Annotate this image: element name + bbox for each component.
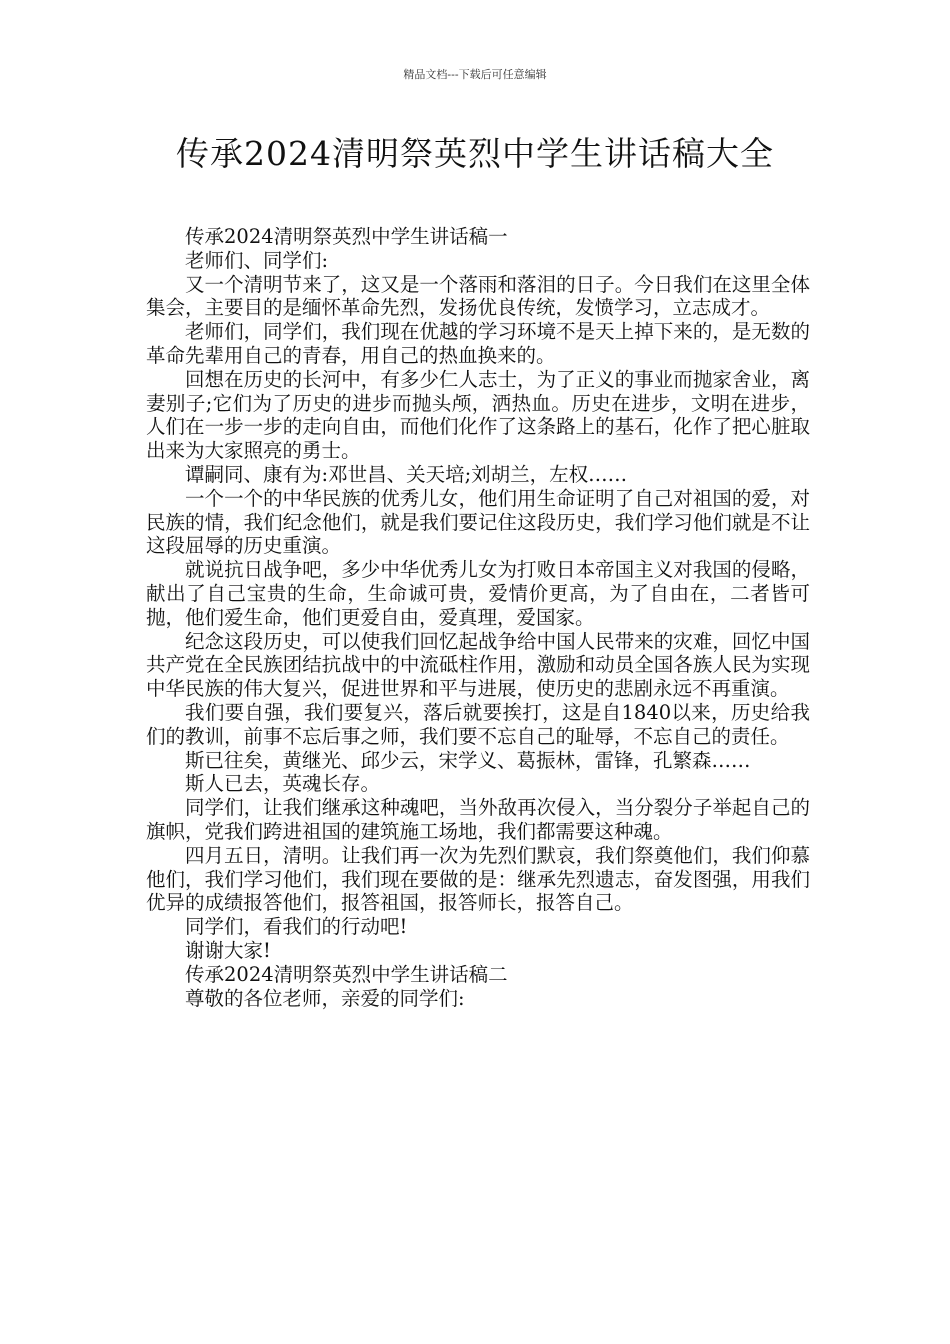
paragraph: 老师们，同学们，我们现在优越的学习环境不是天上掉下来的，是无数的革命先辈用自己的青春，用自己的热血换来的。 — [146, 320, 810, 367]
paragraph: 斯人已去，英魂长存。 — [185, 772, 381, 796]
document-title: 传承2024清明祭英烈中学生讲话稿大全 — [176, 134, 774, 173]
paragraph: 谢谢大家! — [185, 938, 271, 962]
page-header: 精品文档---下载后可任意编辑 — [403, 68, 547, 81]
paragraph: 又一个清明节来了，这又是一个落雨和落泪的日子。今日我们在这里全体集会，主要目的是缅怀革命先烈，发扬优良传统，发愤学习，立志成才。 — [146, 272, 810, 320]
paragraph: 四月五日，清明。让我们再一次为先烈们默哀，我们祭奠他们，我们仰慕他们，我们学习他们，我们现在要做的是：继承先烈遗志，奋发图强，用我们优异的成绩报答他们，报答祖国，报答师长，报答自己。 — [146, 843, 810, 915]
document-body — [146, 225, 810, 1010]
paragraph: 谭嗣同、康有为:邓世昌、关天培;刘胡兰，左权…… — [185, 462, 628, 486]
section-heading-1: 传承2024清明祭英烈中学生讲话稿一 — [185, 225, 508, 248]
salutation: 尊敬的各位老师，亲爱的同学们: — [185, 986, 465, 1010]
paragraph: 纪念这段历史，可以使我们回忆起战争给中国人民带来的灾难，回忆中国共产党在全民族团结抗战中的中流砥柱作用，激励和动员全国各族人民为实现中华民族的伟大复兴，促进世界和平与进展，使历史的悲剧永远不再重演。 — [146, 629, 810, 701]
paragraph: 回想在历史的长河中，有多少仁人志士，为了正义的事业而抛家舍业，离妻别子;它们为了历史的进步而抛头颅，洒热血。历史在进步，文明在进步，人们在一步一步的走向自由，而他们化作了这条路上的基石，化作了把心脏取出来为大家照亮的勇士。 — [146, 367, 810, 463]
paragraph: 同学们，让我们继承这种魂吧，当外敌再次侵入，当分裂分子举起自己的旗帜，党我们跨进祖国的建筑施工场地，我们都需要这种魂。 — [146, 796, 810, 843]
paragraph: 斯已往矣，黄继光、邱少云，宋学义、葛振林，雷锋，孔繁森…… — [185, 748, 751, 772]
paragraph: 一个一个的中华民族的优秀儿女，他们用生命证明了自己对祖国的爱，对民族的情，我们纪念他们，就是我们要记住这段历史，我们学习他们就是不让这段屈辱的历史重演。 — [146, 486, 810, 558]
section-heading-2: 传承2024清明祭英烈中学生讲话稿二 — [185, 962, 508, 986]
paragraph: 我们要自强，我们要复兴，落后就要挨打，这是自1840以来，历史给我们的教训，前事不忘后事之师，我们要不忘自己的耻辱，不忘自己的责任。 — [146, 700, 810, 748]
paragraph: 同学们，看我们的行动吧! — [185, 915, 408, 939]
paragraph: 就说抗日战争吧，多少中华优秀儿女为打败日本帝国主义对我国的侵略，献出了自己宝贵的生命，生命诚可贵，爱情价更高，为了自由在，二者皆可抛，他们爱生命，他们更爱自由，爱真理，爱国家。 — [146, 558, 810, 629]
salutation: 老师们、同学们: — [185, 248, 329, 272]
